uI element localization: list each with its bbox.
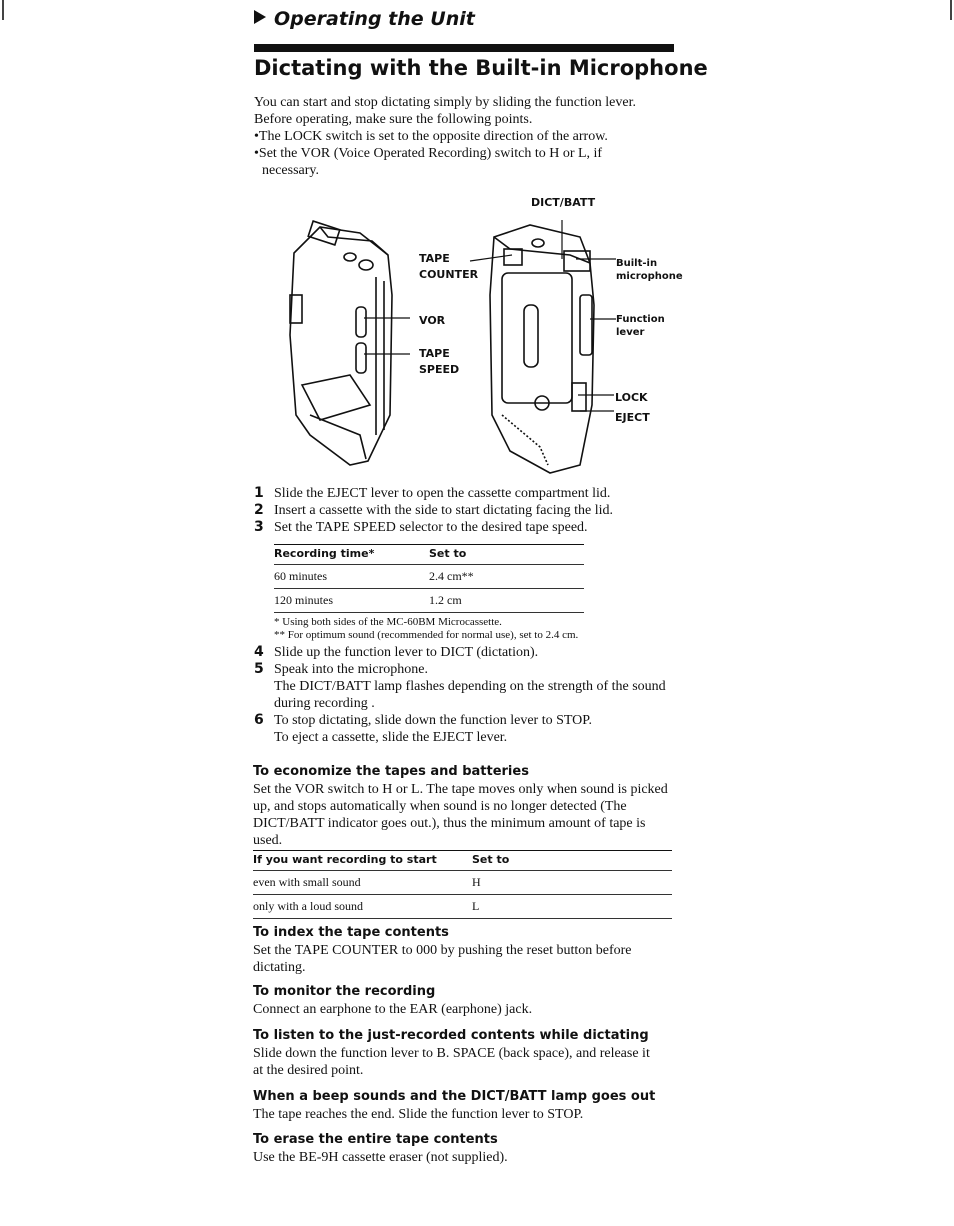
table-row — [274, 565, 584, 589]
section-title: Operating the Unit — [274, 8, 475, 30]
device-front-body — [490, 225, 594, 473]
label-dict-batt: DICT/BATT — [531, 196, 596, 209]
footnote: * Using both sides of the MC-60BM Microcassette. — [274, 616, 502, 628]
table-header-row — [253, 851, 672, 871]
device-jack — [344, 253, 356, 261]
step-item: 4 Slide up the function lever to DICT (dictation). — [254, 644, 539, 660]
step-item: 3 Set the TAPE SPEED selector to the desired tape speed. — [254, 519, 588, 535]
intro-bullet: •The LOCK switch is set to the opposite direction of the arrow. — [254, 129, 608, 144]
label-tape-speed: TAPE SPEED — [419, 347, 460, 376]
subheading: To listen to the just-recorded contents while dictating — [253, 1028, 649, 1043]
table-cell: only with a loud sound — [253, 895, 472, 919]
tip-text: The tape reaches the end. Slide the function lever to STOP. — [253, 1107, 584, 1122]
subheading: To economize the tapes and batteries — [253, 764, 529, 779]
label-tape-counter: TAPE COUNTER — [419, 252, 479, 281]
label-eject: EJECT — [615, 411, 650, 424]
table-header-row — [274, 545, 584, 565]
table-cell: even with small sound — [253, 871, 472, 895]
footnote: ** For optimum sound (recommended for normal use), set to 2.4 cm. — [274, 629, 579, 641]
function-lever — [580, 295, 592, 355]
intro-paragraph: You can start and stop dictating simply by sliding the function lever. — [254, 95, 636, 110]
tip-text: Use the BE-9H cassette eraser (not supplied). — [253, 1150, 508, 1165]
table-cell: 60 minutes — [274, 565, 429, 589]
subheading: To erase the entire tape contents — [253, 1132, 498, 1147]
table-row — [253, 871, 672, 895]
intro-bullet: •Set the VOR (Voice Operated Recording) switch to H or L, if necessary. — [254, 146, 603, 178]
subheading: To monitor the recording — [253, 984, 436, 999]
label-vor: VOR — [419, 314, 446, 327]
intro-paragraph: Before operating, make sure the following points. — [254, 112, 533, 127]
table-cell: L — [472, 895, 672, 919]
table-header: Recording time* — [274, 547, 375, 560]
steps-list-a — [254, 485, 684, 536]
table-header: Set to — [429, 547, 467, 560]
table-cell: 2.4 cm** — [429, 565, 584, 589]
table-cell: 120 minutes — [274, 589, 429, 613]
footnotes — [274, 616, 674, 642]
vor-table — [253, 850, 672, 919]
cassette-window — [502, 273, 572, 403]
subheading: When a beep sounds and the DICT/BATT lamp goes out — [253, 1089, 656, 1104]
table-row — [274, 589, 584, 613]
tip-text: Set the TAPE COUNTER to 000 by pushing the reset button before dictating. — [253, 943, 632, 975]
steps-list-b — [254, 644, 674, 746]
step-item: 1 Slide the EJECT lever to open the cassette compartment lid. — [254, 485, 611, 501]
tape-counter-window — [504, 249, 522, 265]
step-item: 5 Speak into the microphone. The DICT/BATT lamp flashes depending on the strength of the sound during recording . — [254, 661, 666, 711]
tip-text: Connect an earphone to the EAR (earphone) jack. — [253, 1002, 533, 1017]
subheading: To index the tape contents — [253, 925, 449, 940]
table-row — [253, 895, 672, 919]
intro-block — [254, 94, 654, 179]
lock-switch — [572, 383, 586, 411]
label-lock: LOCK — [615, 391, 648, 404]
device-illustration — [280, 215, 680, 477]
economize-text: Set the VOR switch to H or L. The tape moves only when sound is picked up, and stops automatically when sound is no longer detected (The DICT/BATT indicator goes out.), thus the minimum amount of tape is used. — [253, 782, 668, 848]
step-item: 6 To stop dictating, slide down the function lever to STOP. To eject a cassette, slide the EJECT lever. — [254, 712, 593, 745]
step-item: 2 Insert a cassette with the side to start dictating facing the lid. — [254, 502, 614, 518]
title-rule — [254, 44, 674, 52]
recording-time-table — [274, 544, 584, 613]
table-header: Set to — [472, 853, 510, 866]
page-title: Dictating with the Built-in Microphone — [254, 56, 708, 80]
label-builtin-microphone: Built-in microphone — [616, 258, 683, 282]
table-cell: 1.2 cm — [429, 589, 584, 613]
scan-mark — [950, 0, 952, 20]
vor-switch — [356, 307, 366, 337]
tape-speed-switch — [356, 343, 366, 373]
table-header: If you want recording to start — [253, 853, 437, 866]
scan-mark — [2, 0, 4, 20]
tip-text: Slide down the function lever to B. SPACE (back space), and release it at the desired point. — [253, 1046, 650, 1078]
table-cell: H — [472, 871, 672, 895]
section-header — [254, 8, 475, 30]
label-function-lever: Function lever — [616, 314, 665, 338]
triangle-bullet-icon — [254, 10, 266, 24]
